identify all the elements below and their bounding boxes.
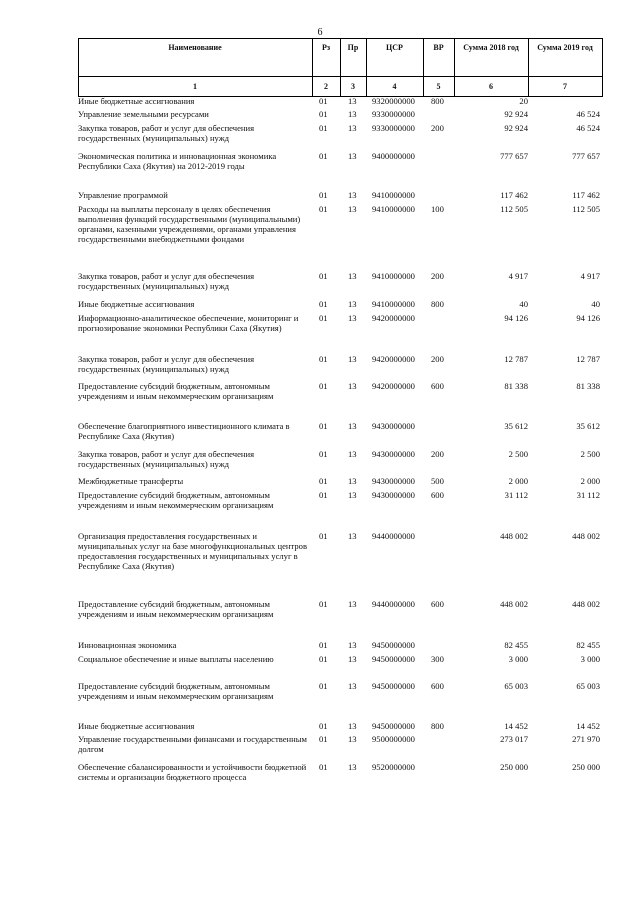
row-pr: 13	[348, 109, 357, 119]
col-number: 5	[436, 82, 441, 91]
row-csr: 9430000000	[372, 476, 415, 486]
row-name: Инновационная экономика	[78, 640, 177, 650]
row-pr: 13	[348, 190, 357, 200]
row-csr: 9410000000	[372, 190, 415, 200]
row-rz: 01	[319, 299, 328, 309]
row-rz: 01	[319, 204, 328, 214]
row-sum-2018: 35 612	[504, 421, 528, 431]
row-sum-2019: 4 917	[580, 271, 600, 281]
row-csr: 9420000000	[372, 354, 415, 364]
row-sum-2018: 20	[519, 96, 528, 106]
row-sum-2019: 117 462	[572, 190, 600, 200]
row-csr: 9430000000	[372, 421, 415, 431]
row-rz: 01	[319, 490, 328, 500]
col-header-vr: ВР	[433, 43, 444, 52]
row-pr: 13	[348, 354, 357, 364]
row-csr: 9320000000	[372, 96, 415, 106]
row-sum-2018: 65 003	[504, 681, 528, 691]
row-rz: 01	[319, 762, 328, 772]
row-name: Закупка товаров, работ и услуг для обеспечения государственных (муниципальных) нужд	[78, 271, 255, 291]
header-border	[602, 39, 603, 96]
row-name: Межбюджетные трансферты	[78, 476, 184, 486]
table-body	[78, 96, 603, 806]
row-vr: 200	[431, 271, 444, 281]
row-sum-2018: 94 126	[504, 313, 528, 323]
col-number: 7	[563, 82, 567, 91]
row-name: Социальное обеспечение и иные выплаты населению	[78, 654, 274, 664]
col-number: 3	[351, 82, 355, 91]
row-rz: 01	[319, 190, 328, 200]
row-sum-2018: 448 002	[500, 531, 528, 541]
row-vr: 200	[431, 449, 444, 459]
row-sum-2019: 14 452	[576, 721, 600, 731]
row-vr: 100	[431, 204, 444, 214]
row-vr: 600	[431, 490, 444, 500]
row-rz: 01	[319, 96, 328, 106]
row-sum-2019: 46 524	[576, 123, 600, 133]
row-rz: 01	[319, 531, 328, 541]
col-header-pr: Пр	[347, 43, 359, 52]
row-sum-2019: 112 505	[572, 204, 600, 214]
row-sum-2019: 40	[591, 299, 600, 309]
row-sum-2018: 14 452	[504, 721, 528, 731]
row-pr: 13	[348, 640, 357, 650]
row-csr: 9410000000	[372, 271, 415, 281]
row-rz: 01	[319, 654, 328, 664]
row-sum-2019: 2 000	[580, 476, 600, 486]
row-name: Организация предоставления государственных и муниципальных услуг на базе многофункциональных центров предоставления государственных и муниципальных услуг в Республике Саха (Якутия)	[78, 531, 308, 571]
row-vr: 800	[431, 96, 444, 106]
row-pr: 13	[348, 599, 357, 609]
col-number: 4	[392, 82, 397, 91]
row-sum-2019: 448 002	[572, 599, 600, 609]
col-header-rz: Рз	[321, 43, 331, 52]
row-sum-2018: 82 455	[504, 640, 528, 650]
row-vr: 200	[431, 123, 444, 133]
row-csr: 9330000000	[372, 109, 415, 119]
row-pr: 13	[348, 271, 357, 281]
row-sum-2018: 12 787	[504, 354, 528, 364]
row-csr: 9440000000	[372, 599, 415, 609]
row-rz: 01	[319, 381, 328, 391]
col-header-csr: ЦСР	[386, 43, 403, 52]
row-rz: 01	[319, 354, 328, 364]
row-pr: 13	[348, 721, 357, 731]
row-pr: 13	[348, 313, 357, 323]
row-vr: 600	[431, 599, 444, 609]
table-header	[78, 38, 603, 97]
col-header-sum-2019: Сумма 2019 год	[537, 43, 593, 52]
row-sum-2019: 65 003	[576, 681, 600, 691]
page-number: 6	[317, 27, 323, 38]
row-name: Предоставление субсидий бюджетным, автономным учреждениям и иным некоммерческим организациям	[78, 490, 274, 510]
row-name: Иные бюджетные ассигнования	[78, 299, 195, 309]
row-name: Иные бюджетные ассигнования	[78, 96, 195, 106]
row-name: Предоставление субсидий бюджетным, автономным учреждениям и иным некоммерческим организациям	[78, 681, 274, 701]
row-sum-2018: 777 657	[500, 151, 528, 161]
row-rz: 01	[319, 109, 328, 119]
row-csr: 9450000000	[372, 640, 415, 650]
row-sum-2018: 92 924	[504, 123, 528, 133]
row-sum-2018: 273 017	[500, 734, 528, 744]
row-vr: 500	[431, 476, 444, 486]
row-pr: 13	[348, 421, 357, 431]
row-sum-2018: 4 917	[508, 271, 528, 281]
col-number: 2	[324, 82, 328, 91]
row-sum-2019: 81 338	[576, 381, 600, 391]
row-sum-2019: 3 000	[580, 654, 600, 664]
row-csr: 9430000000	[372, 490, 415, 500]
row-csr: 9450000000	[372, 721, 415, 731]
row-sum-2019: 777 657	[572, 151, 600, 161]
row-vr: 600	[431, 381, 444, 391]
row-sum-2018: 117 462	[500, 190, 528, 200]
row-vr: 200	[431, 354, 444, 364]
row-rz: 01	[319, 421, 328, 431]
col-header-sum-2018: Сумма 2018 год	[463, 43, 519, 52]
row-rz: 01	[319, 476, 328, 486]
row-name: Обеспечение сбалансированности и устойчивости бюджетной системы и организации бюджетного процесса	[78, 762, 307, 782]
row-csr: 9450000000	[372, 681, 415, 691]
row-name: Закупка товаров, работ и услуг для обеспечения государственных (муниципальных) нужд	[78, 354, 255, 374]
row-sum-2018: 2 000	[508, 476, 528, 486]
row-rz: 01	[319, 271, 328, 281]
row-rz: 01	[319, 313, 328, 323]
row-sum-2018: 250 000	[500, 762, 528, 772]
row-sum-2018: 3 000	[508, 654, 528, 664]
row-sum-2019: 94 126	[576, 313, 600, 323]
row-pr: 13	[348, 204, 357, 214]
row-name: Закупка товаров, работ и услуг для обеспечения государственных (муниципальных) нужд	[78, 449, 255, 469]
row-name: Предоставление субсидий бюджетным, автономным учреждениям и иным некоммерческим организациям	[78, 381, 274, 401]
row-pr: 13	[348, 299, 357, 309]
row-csr: 9500000000	[372, 734, 415, 744]
row-sum-2018: 81 338	[504, 381, 528, 391]
row-csr: 9520000000	[372, 762, 415, 772]
row-sum-2019: 250 000	[572, 762, 600, 772]
row-pr: 13	[348, 734, 357, 744]
row-sum-2018: 31 112	[504, 490, 528, 500]
header-divider	[78, 76, 603, 77]
row-vr: 600	[431, 681, 444, 691]
row-rz: 01	[319, 599, 328, 609]
row-sum-2019: 12 787	[576, 354, 600, 364]
row-pr: 13	[348, 123, 357, 133]
row-name: Информационно-аналитическое обеспечение, мониторинг и прогнозирование экономики Республики Саха (Якутия)	[78, 313, 299, 333]
row-csr: 9430000000	[372, 449, 415, 459]
row-pr: 13	[348, 96, 357, 106]
row-pr: 13	[348, 531, 357, 541]
row-sum-2018: 112 505	[500, 204, 528, 214]
row-sum-2018: 448 002	[500, 599, 528, 609]
row-rz: 01	[319, 721, 328, 731]
row-sum-2019: 271 970	[572, 734, 600, 744]
row-csr: 9420000000	[372, 381, 415, 391]
col-number: 1	[193, 82, 197, 91]
col-header-name: Наименование	[168, 43, 222, 52]
row-csr: 9410000000	[372, 299, 415, 309]
row-sum-2019: 448 002	[572, 531, 600, 541]
row-csr: 9420000000	[372, 313, 415, 323]
row-name: Управление программой	[78, 190, 168, 200]
row-rz: 01	[319, 151, 328, 161]
row-pr: 13	[348, 476, 357, 486]
row-sum-2019: 31 112	[576, 490, 600, 500]
row-pr: 13	[348, 381, 357, 391]
row-name: Предоставление субсидий бюджетным, автономным учреждениям и иным некоммерческим организациям	[78, 599, 274, 619]
row-sum-2019: 2 500	[580, 449, 600, 459]
row-pr: 13	[348, 449, 357, 459]
row-csr: 9410000000	[372, 204, 415, 214]
row-sum-2019: 82 455	[576, 640, 600, 650]
row-sum-2018: 2 500	[508, 449, 528, 459]
row-pr: 13	[348, 654, 357, 664]
row-sum-2019: 35 612	[576, 421, 600, 431]
row-csr: 9440000000	[372, 531, 415, 541]
row-pr: 13	[348, 151, 357, 161]
row-csr: 9400000000	[372, 151, 415, 161]
row-sum-2019: 46 524	[576, 109, 600, 119]
row-vr: 800	[431, 721, 444, 731]
row-rz: 01	[319, 123, 328, 133]
row-name: Иные бюджетные ассигнования	[78, 721, 195, 731]
row-name: Экономическая политика и инновационная экономика Республики Саха (Якутия) на 2012-2019 годы	[78, 151, 277, 171]
row-vr: 800	[431, 299, 444, 309]
row-pr: 13	[348, 762, 357, 772]
row-sum-2018: 92 924	[504, 109, 528, 119]
row-rz: 01	[319, 681, 328, 691]
row-name: Обеспечение благоприятного инвестиционного климата в Республике Саха (Якутия)	[78, 421, 290, 441]
row-csr: 9330000000	[372, 123, 415, 133]
row-pr: 13	[348, 490, 357, 500]
col-number: 6	[489, 82, 493, 91]
row-name: Расходы на выплаты персоналу в целях обеспечения выполнения функций государственными (муниципальными) органами, казенными учреждениями, органами управления государственными внебюджетными фондами	[78, 204, 301, 244]
row-pr: 13	[348, 681, 357, 691]
row-rz: 01	[319, 734, 328, 744]
row-rz: 01	[319, 449, 328, 459]
row-name: Управление земельными ресурсами	[78, 109, 209, 119]
row-rz: 01	[319, 640, 328, 650]
row-csr: 9450000000	[372, 654, 415, 664]
row-sum-2018: 40	[519, 299, 528, 309]
row-vr: 300	[431, 654, 444, 664]
row-name: Управление государственными финансами и государственным долгом	[78, 734, 307, 754]
row-name: Закупка товаров, работ и услуг для обеспечения государственных (муниципальных) нужд	[78, 123, 255, 143]
